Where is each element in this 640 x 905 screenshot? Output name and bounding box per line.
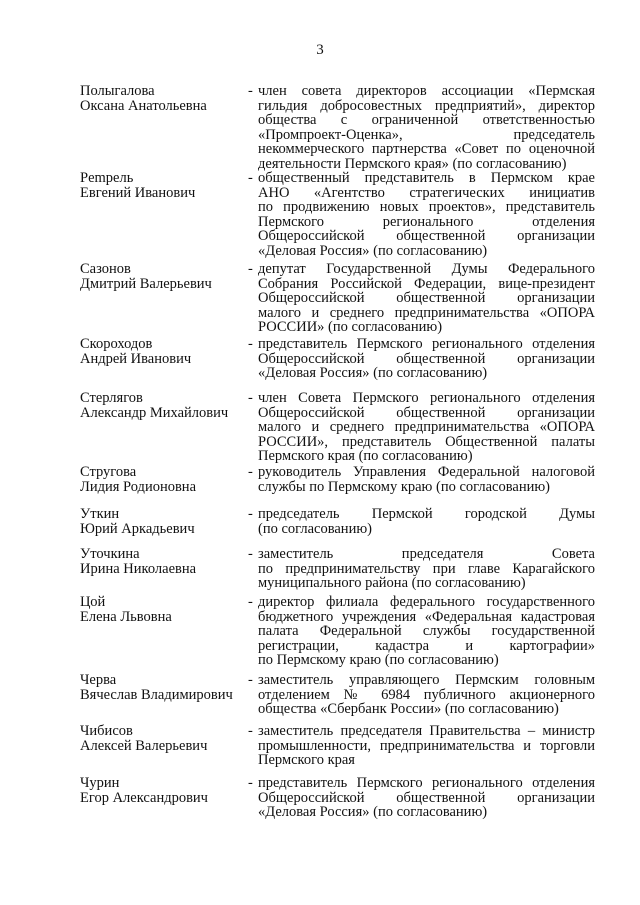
member-surname: Скороходов xyxy=(80,336,153,352)
member-description xyxy=(258,507,595,536)
description-line: муниципального района (по согласованию) xyxy=(258,575,526,591)
member-description xyxy=(258,595,595,668)
member-name xyxy=(80,595,248,624)
member-description xyxy=(258,171,595,258)
member-given-name: Елена Львовна xyxy=(80,608,172,625)
member-description xyxy=(258,465,595,494)
description-line: Общероссийской общественной организации xyxy=(258,789,595,806)
description-line: по предпринимательству при главе Карагайского xyxy=(258,560,595,577)
member-description xyxy=(258,84,595,171)
member-name xyxy=(80,673,248,702)
description-line: бюджетного учреждения «Федеральная кадастровая xyxy=(258,608,595,625)
member-name xyxy=(80,465,248,494)
description-line: Собрания Российской Федерации, вице-президент xyxy=(258,275,595,292)
description-line: деятельности Пермского края» (по согласованию) xyxy=(258,155,567,172)
member-description xyxy=(258,391,595,464)
dash-separator: - xyxy=(248,390,253,406)
member-surname: Полыгалова xyxy=(80,83,155,99)
member-given-name: Оксана Анатольевна xyxy=(80,97,207,114)
description-line: Общероссийской общественной организации xyxy=(258,404,595,421)
description-line: отделением № 6984 публичного акционерного xyxy=(258,686,595,703)
description-line: «Деловая Россия» (по согласованию) xyxy=(258,804,488,820)
member-given-name: Вячеслав Владимирович xyxy=(80,686,233,703)
description-line: член совета директоров ассоциации «Пермская xyxy=(258,83,595,99)
dash-separator: - xyxy=(248,723,253,739)
description-line: Пермского края xyxy=(258,752,355,768)
description-line: регистрации, кадастра и картографии» xyxy=(258,637,595,654)
member-name xyxy=(80,547,248,576)
member-surname: Чибисов xyxy=(80,723,133,739)
description-line: руководитель Управления Федеральной налоговой xyxy=(258,464,595,480)
description-line: малого и среднего предпринимательства «ОПОРА xyxy=(258,304,595,321)
member-name xyxy=(80,391,248,420)
description-line: общественный представитель в Пермском крае xyxy=(258,170,595,186)
description-line: «Деловая Россия» (по согласованию) xyxy=(258,365,488,381)
dash-separator: - xyxy=(248,672,253,688)
description-line: малого и среднего предпринимательства «ОПОРА xyxy=(258,419,595,435)
member-surname: Черва xyxy=(80,672,117,688)
description-line: АНО «Агентство стратегических инициатив xyxy=(258,184,595,201)
dash-separator: - xyxy=(248,261,253,277)
member-given-name: Алексей Валерьевич xyxy=(80,737,208,754)
member-description xyxy=(258,673,595,717)
member-name xyxy=(80,171,248,200)
dash-separator: - xyxy=(248,546,253,562)
description-line: заместитель управляющего Пермским головным xyxy=(258,672,595,688)
member-name xyxy=(80,776,248,805)
description-line: «Промпроект-Оценка», председатель xyxy=(258,126,595,143)
member-surname: Уточкина xyxy=(80,546,140,562)
description-line: представитель Пермского регионального отделения xyxy=(258,336,595,352)
member-description xyxy=(258,262,595,335)
dash-separator: - xyxy=(248,336,253,352)
dash-separator: - xyxy=(248,464,253,480)
description-line: по Пермскому краю (по согласованию) xyxy=(258,652,499,668)
member-description xyxy=(258,547,595,591)
description-line: член Совета Пермского регионального отделения xyxy=(258,390,595,406)
description-line: Пермского края (по согласованию) xyxy=(258,448,473,464)
description-line: Общероссийской общественной организации xyxy=(258,228,595,244)
description-line: председатель Пермской городской Думы xyxy=(258,506,595,522)
member-name xyxy=(80,337,248,366)
member-given-name: Лидия Родионовна xyxy=(80,478,196,495)
member-surname: Рempель xyxy=(80,170,134,186)
member-given-name: Юрий Аркадьевич xyxy=(80,520,195,537)
description-line: (по согласованию) xyxy=(258,520,372,537)
member-given-name: Дмитрий Валерьевич xyxy=(80,275,212,292)
description-line: «Деловая Россия» (по согласованию) xyxy=(258,242,488,259)
description-line: некоммерческого партнерства «Совет по оценочной xyxy=(258,141,595,157)
member-description xyxy=(258,724,595,768)
description-line: РОССИИ», представитель Общественной палаты xyxy=(258,433,595,450)
description-line: общества «Сбербанк России» (по согласованию) xyxy=(258,701,559,717)
dash-separator: - xyxy=(248,506,253,522)
member-name xyxy=(80,262,248,291)
member-given-name: Егор Александрович xyxy=(80,789,208,806)
member-given-name: Евгений Иванович xyxy=(80,184,196,201)
description-line: заместитель председателя Правительства – министр xyxy=(258,723,595,739)
description-line: Общероссийской общественной организации xyxy=(258,290,595,306)
description-line: палата Федеральной службы государственной xyxy=(258,623,595,639)
member-surname: Чурин xyxy=(80,775,120,791)
description-line: Пермского регионального отделения xyxy=(258,213,595,230)
member-given-name: Александр Михайлович xyxy=(80,404,229,421)
member-description xyxy=(258,337,595,381)
description-line: Общероссийской общественной организации xyxy=(258,350,595,367)
member-name xyxy=(80,507,248,536)
description-line: службы по Пермскому краю (по согласованию) xyxy=(258,478,550,495)
description-line: представитель Пермского регионального отделения xyxy=(258,775,595,791)
description-line: РОССИИ» (по согласованию) xyxy=(258,319,443,335)
description-line: гильдия добросовестных предприятий», директор xyxy=(258,97,595,114)
description-line: общества с ограниченной ответственностью xyxy=(258,112,595,128)
dash-separator: - xyxy=(248,594,253,610)
dash-separator: - xyxy=(248,83,253,99)
description-line: депутат Государственной Думы Федерального xyxy=(258,261,595,277)
member-given-name: Андрей Иванович xyxy=(80,350,192,367)
dash-separator: - xyxy=(248,775,253,791)
description-line: по продвижению новых проектов», представитель xyxy=(258,199,595,215)
member-surname: Стерлягов xyxy=(80,390,143,406)
description-line: заместитель председателя Совета xyxy=(258,546,595,562)
member-surname: Стругова xyxy=(80,464,137,480)
member-surname: Уткин xyxy=(80,506,120,522)
member-surname: Сазонов xyxy=(80,261,131,277)
member-name xyxy=(80,84,248,113)
member-description xyxy=(258,776,595,820)
description-line: промышленности, предпринимательства и торговли xyxy=(258,737,595,754)
dash-separator: - xyxy=(248,170,253,186)
page-number: 3 xyxy=(316,42,324,58)
member-surname: Цой xyxy=(80,594,106,610)
description-line: директор филиала федерального государственного xyxy=(258,594,595,610)
member-given-name: Ирина Николаевна xyxy=(80,560,197,577)
member-name xyxy=(80,724,248,753)
